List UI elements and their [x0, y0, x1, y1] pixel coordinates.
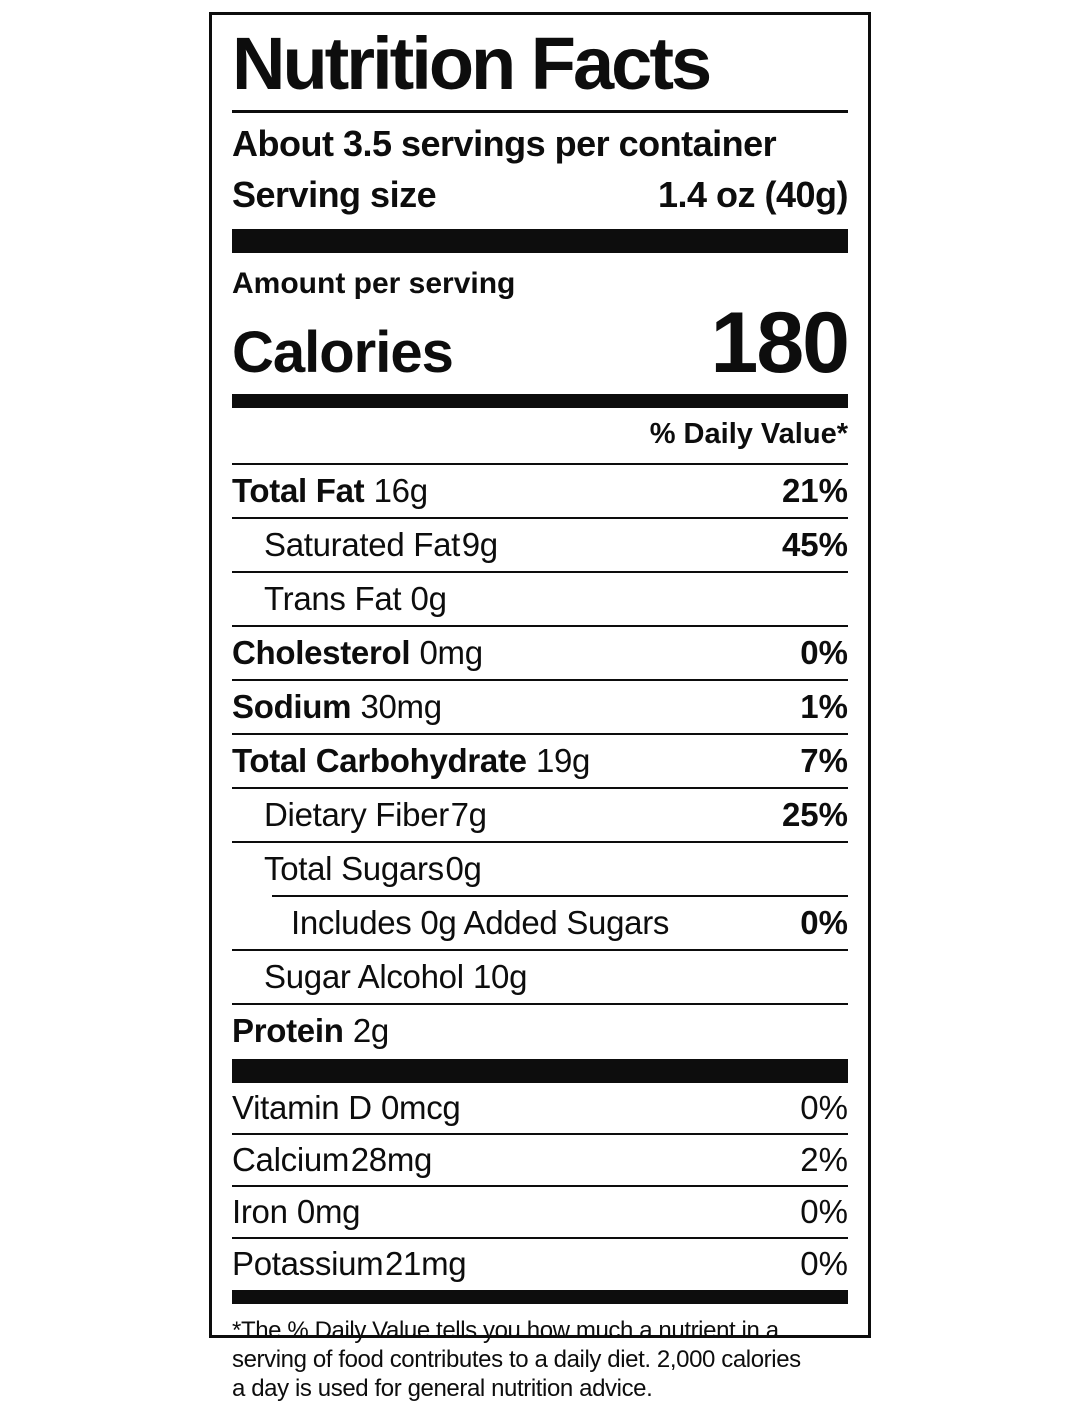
nutrient-name: Includes 0g Added Sugars	[291, 903, 670, 941]
nutrient-row-protein	[232, 1003, 848, 1057]
nutrient-amount: 0g	[445, 849, 482, 887]
nutrient-name: Protein	[232, 1011, 344, 1049]
footnote-line: serving of food contributes to a daily diet. 2,000 calories	[232, 1345, 801, 1373]
vitamin-dv: 0%	[800, 1244, 848, 1282]
vitamin-name: Calcium	[232, 1140, 350, 1178]
nutrient-name: Dietary Fiber	[264, 795, 449, 833]
nutrient-row-total-sugars	[232, 841, 848, 895]
vitamin-dv: 0%	[800, 1192, 848, 1230]
nutrient-row-sugar-alcohol	[232, 949, 848, 1003]
nutrient-amount: 30mg	[360, 687, 442, 725]
nutrient-amount: 16g	[373, 471, 428, 509]
vitamin-dv: 2%	[800, 1140, 848, 1178]
nutrient-row-sodium	[232, 679, 848, 733]
nutrient-dv: 25%	[781, 795, 848, 833]
nutrient-row-total-carbohydrate	[232, 733, 848, 787]
serving-size-row	[232, 172, 848, 217]
serving-size-label: Serving size	[232, 173, 437, 215]
nutrient-dv: 21%	[781, 471, 848, 509]
calories-value: 180	[710, 294, 848, 391]
nutrient-dv: 1%	[800, 687, 848, 725]
nutrient-amount: 7g	[450, 795, 487, 833]
thick-separator-top	[232, 229, 848, 253]
nutrient-amount: 9g	[461, 525, 498, 563]
nutrient-row-trans-fat	[232, 571, 848, 625]
nutrition-facts-title: Nutrition Facts	[232, 22, 710, 105]
calories-label: Calories	[232, 319, 453, 385]
vitamin-amount: 21mg	[385, 1244, 467, 1282]
vitamin-amount: 28mg	[350, 1140, 433, 1178]
nutrient-name: Total Fat	[232, 471, 365, 509]
serving-size-value: 1.4 oz (40g)	[657, 173, 848, 215]
nutrient-amount: 10g	[472, 957, 528, 995]
amount-per-serving-label: Amount per serving	[232, 266, 516, 300]
vitamin-row-potassium	[232, 1237, 848, 1289]
nutrient-dv: 45%	[781, 525, 848, 563]
vitamin-row-iron	[232, 1185, 848, 1237]
nutrient-row-saturated-fat	[232, 517, 848, 571]
nutrition-facts-label	[209, 12, 871, 1402]
vitamin-row-calcium	[232, 1133, 848, 1185]
nutrient-name: Saturated Fat	[264, 525, 461, 563]
nutrient-name: Trans Fat	[264, 579, 402, 617]
nutrient-name: Sodium	[232, 687, 352, 725]
title-divider	[232, 110, 848, 113]
daily-value-footnote	[232, 1316, 848, 1403]
vitamin-name: Potassium	[232, 1244, 384, 1282]
thick-separator-vitamins	[232, 1059, 848, 1083]
nutrient-name: Sugar Alcohol	[264, 957, 464, 995]
nutrient-name: Total Sugars	[264, 849, 444, 887]
medium-separator-footnote	[232, 1290, 848, 1304]
nutrient-row-added-sugars	[232, 897, 848, 949]
footnote-line: a day is used for general nutrition advice.	[232, 1374, 653, 1402]
footnote-line: *The % Daily Value tells you how much a nutrient in a	[232, 1316, 779, 1344]
nutrient-dv: 0%	[800, 633, 848, 671]
nutrient-amount: 2g	[352, 1011, 389, 1049]
calories-row	[232, 294, 848, 391]
page	[0, 12, 1080, 1402]
nutrient-dv: 7%	[800, 741, 848, 779]
vitamin-name: Vitamin D	[232, 1088, 372, 1126]
nutrient-row-cholesterol	[232, 625, 848, 679]
medium-separator-calories	[232, 394, 848, 408]
nutrient-row-total-fat	[232, 465, 848, 517]
vitamin-amount: 0mg	[296, 1192, 361, 1230]
nutrient-name: Cholesterol	[232, 633, 411, 671]
nutrient-name: Total Carbohydrate	[232, 741, 527, 779]
vitamin-dv: 0%	[800, 1088, 848, 1126]
servings-per-container: About 3.5 servings per container	[232, 122, 777, 164]
nutrient-dv: 0%	[800, 903, 848, 941]
daily-value-header: % Daily Value*	[232, 408, 848, 465]
nutrient-amount: 0mg	[419, 633, 483, 671]
nutrient-amount: 0g	[410, 579, 447, 617]
nutrient-row-dietary-fiber	[232, 787, 848, 841]
vitamin-amount: 0mcg	[380, 1088, 461, 1126]
vitamin-name: Iron	[232, 1192, 288, 1230]
nutrient-amount: 19g	[535, 741, 591, 779]
vitamin-row-vitamin-d	[232, 1083, 848, 1133]
